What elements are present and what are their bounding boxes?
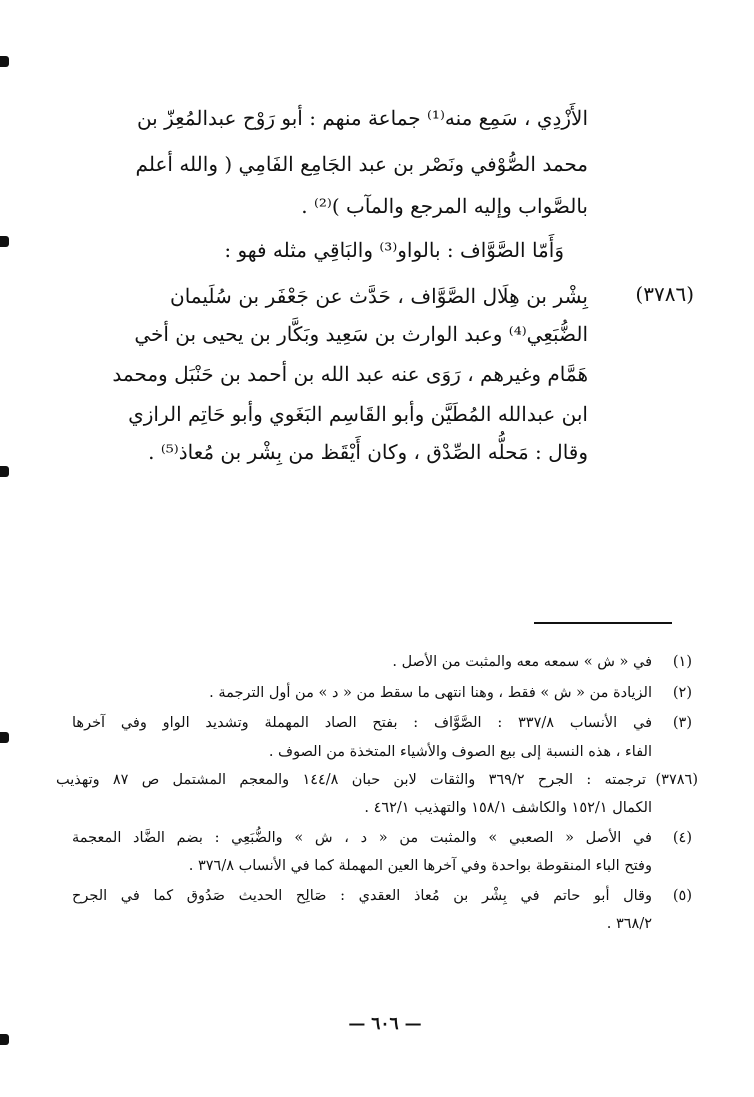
footnote-text: الكمال ١٥٢/١ والكاشف ١٥٨/١ والتهذيب ٤٦٢/١ . xyxy=(364,800,652,816)
edge-mark xyxy=(0,1034,9,1045)
footnote-text: في الأنساب ٣٣٧/٨ : الصَّوَّاف : بفتح الصاد المهملة وتشديد الواو وفي آخرها xyxy=(72,715,652,731)
body-line: الأَزْدِي ، سَمِع منه⁽¹⁾ جماعة منهم : أبو رَوْح عبدالمُعِزّ بن xyxy=(136,106,588,130)
footnote-number: (٥) xyxy=(672,888,692,904)
page-number: — ٦٠٦ — xyxy=(348,1014,422,1034)
body-line: وَأَمّا الصَّوَّاف : بالواو⁽³⁾ والبَاقِي مثله فهو : xyxy=(224,238,564,262)
edge-mark xyxy=(0,466,9,477)
entry-line: بِشْر بن هِلَال الصَّوَّاف ، حَدَّث عن جَعْفَر بن سُلَيمان xyxy=(170,284,588,308)
footnote-text: وفتح الباء المنقوطة بواحدة وفي آخرها العين المهملة كما في الأنساب ٣٧٦/٨ . xyxy=(188,858,652,874)
footnote-text: في الأصل « الصعبي » والمثبت من « د ، ش » والضُّبَعِي : بضم الضَّاد المعجمة xyxy=(72,830,652,846)
footnote-number: (٢) xyxy=(672,685,692,701)
footnote-text: الفاء ، هذه النسبة إلى بيع الصوف والأشياء المتخذة من الصوف . xyxy=(268,744,652,760)
body-line: بالصَّواب وإليه المرجع والمآب )⁽²⁾ . xyxy=(301,194,588,218)
footnote-number: (١) xyxy=(672,654,692,670)
entry-line: هَمَّام وغيرهم ، رَوَى عنه عبد الله بن أحمد بن حَنْبَل ومحمد xyxy=(112,362,588,386)
entry-line: الضُّبَعِي⁽⁴⁾ وعبد الوارث بن سَعِيد وبَكَّار بن يحيى بن أخي xyxy=(134,322,588,346)
footnote-number: (٣٧٨٦) xyxy=(655,772,698,788)
body-line: محمد الصُّوْفي ونَصْر بن عبد الجَامِع الفَامِي ( والله أعلم xyxy=(135,152,588,176)
entry-number: (٣٧٨٦) xyxy=(635,282,694,306)
entry-line: وقال : مَحلُّه الصِّدْق ، وكان أَيْقَظ من بِشْر بن مُعاذ⁽⁵⁾ . xyxy=(148,440,588,464)
edge-mark xyxy=(0,236,9,247)
footnote-number: (٣) xyxy=(672,715,692,731)
footnote-number: (٤) xyxy=(672,830,692,846)
footnote-text: ترجمته : الجرح ٣٦٩/٢ والثقات لابن حبان ١٤٤/٨ والمعجم المشتمل ص ٨٧ وتهذيب xyxy=(56,772,647,788)
footnote-text: الزيادة من « ش » فقط ، وهنا انتهى ما سقط من « د » من أول الترجمة . xyxy=(209,685,652,701)
footnote-text: ٣٦٨/٢ . xyxy=(606,916,652,932)
footnote-text: في « ش » سمعه معه والمثبت من الأصل . xyxy=(392,654,652,670)
edge-mark xyxy=(0,56,9,67)
entry-line: ابن عبدالله المُطَيَّن وأبو القَاسِم البَغَوي وأبو حَاتِم الرازي xyxy=(128,402,588,426)
footnote-separator xyxy=(534,622,672,624)
footnote-text: وقال أبو حاتم في بِشْر بن مُعاذ العقدي : صَالِح الحديث صَدُوق كما في الجرح xyxy=(72,888,652,904)
edge-mark xyxy=(0,732,9,743)
